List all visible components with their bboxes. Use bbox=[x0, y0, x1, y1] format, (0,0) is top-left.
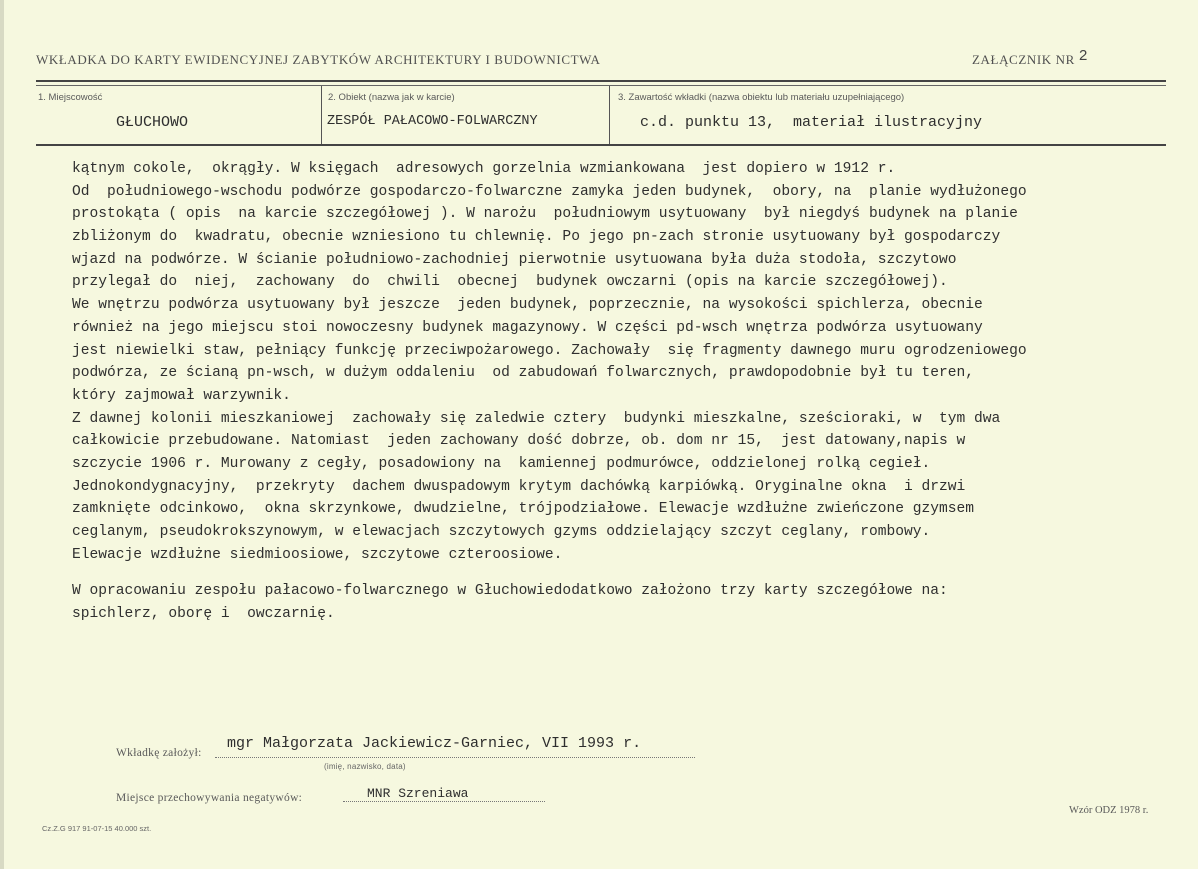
paragraph-gap bbox=[72, 566, 1182, 580]
fields-bottom-rule bbox=[36, 144, 1166, 146]
object-label: 2. Obiekt (nazwa jak w karcie) bbox=[328, 92, 455, 103]
text-line: który zajmował warzywnik. bbox=[72, 387, 291, 404]
text-line: ceglanym, pseudokrokszynowym, w elewacjach szczytowych gzyms oddzielający szczyt ceglany, rombowy. bbox=[72, 524, 931, 540]
text-line: Z dawnej kolonii mieszkaniowej zachowały się zaledwie cztery budynki mieszkalne, sześcioraki, w tym dwa bbox=[72, 410, 1001, 427]
header-rule-thin bbox=[36, 85, 1166, 86]
text-line: kątnym cokole, okrągły. W księgach adresowych gorzelnia wzmiankowana jest dopiero w 1912 r. bbox=[72, 161, 896, 177]
annex-number: 2 bbox=[1079, 47, 1088, 64]
content-value: c.d. punktu 13, materiał ilustracyjny bbox=[640, 114, 983, 131]
author-value: mgr Małgorzata Jackiewicz-Garniec, VII 1993 r. bbox=[227, 735, 642, 752]
text-line: We wnętrzu podwórza usytuowany był jeszcze jeden budynek, poprzecznie, na wysokości spichlerza, obecnie bbox=[72, 297, 983, 314]
text-line: Elewacje wzdłużne siedmioosiowe, szczytowe czteroosiowe. bbox=[72, 546, 563, 563]
text-line: zbliżonym do kwadratu, obecnie wzniesiono tu chlewnię. Po jego pn-zach stronie usytuowany był gospodarczy bbox=[72, 229, 1001, 246]
locality-value: GŁUCHOWO bbox=[116, 114, 189, 131]
negatives-dotted-line bbox=[343, 801, 545, 802]
page-edge bbox=[0, 0, 4, 869]
text-line: całkowicie przebudowane. Natomiast jeden zachowany dość dobrze, ob. dom nr 15, jest datowany,napis w bbox=[72, 433, 966, 450]
annex-label: ZAŁĄCZNIK NR bbox=[972, 52, 1075, 67]
object-value: ZESPÓŁ PAŁACOWO-FOLWARCZNY bbox=[327, 114, 538, 129]
field-divider-1 bbox=[321, 86, 322, 144]
print-code: Cz.Z.G 917 91-07-15 40.000 szt. bbox=[42, 824, 152, 833]
closing-line: spichlerz, oborę i owczarnię. bbox=[72, 606, 335, 623]
text-line: Jednokondygnacyjny, przekryty dachem dwuspadowym krytym dachówką karpiówką. Oryginalne okna i drzwi bbox=[72, 478, 966, 495]
text-line: podwórza, ze ścianą pn-wsch, w dużym oddaleniu od zabudowań folwarcznych, prawdopodobnie był tu teren, bbox=[72, 365, 975, 382]
form-title: WKŁADKA DO KARTY EWIDENCYJNEJ ZABYTKÓW ARCHITEKTURY I BUDOWNICTWA bbox=[36, 52, 601, 67]
text-line: Od południowego-wschodu podwórze gospodarczo-folwarczne zamyka jeden budynek, obory, na planie wydłużonego bbox=[72, 183, 1027, 200]
negatives-value: MNR Szreniawa bbox=[367, 786, 469, 801]
form-code: Wzór ODZ 1978 r. bbox=[1069, 805, 1149, 816]
text-line: zamknięte odcinkowo, okna skrzynkowe, dwudzielne, trójpodziałowe. Elewacje wzdłużne zwieńczone gzymsem bbox=[72, 501, 975, 518]
author-dotted-line bbox=[215, 757, 695, 758]
author-caption: (imię, nazwisko, data) bbox=[324, 762, 406, 771]
text-line: również na jego miejscu stoi nowoczesny budynek magazynowy. W części pd-wsch wnętrza podwórza usytuowany bbox=[72, 319, 983, 336]
text-line: wjazd na podwórze. W ścianie południowo-zachodniej pierwotnie usytuowana była duża stodoła, szczytowo bbox=[72, 251, 957, 268]
content-label: 3. Zawartość wkładki (nazwa obiektu lub materiału uzupełniającego) bbox=[618, 92, 905, 103]
text-line: przylegał do niej, zachowany do chwili obecnej budynek owczarni (opis na karcie szczegółowej). bbox=[72, 274, 948, 291]
description-text bbox=[72, 158, 1182, 626]
header-rule-thick bbox=[36, 80, 1166, 82]
closing-line: W opracowaniu zespołu pałacowo-folwarcznego w Głuchowiedodatkowo założono trzy karty szczegółowe na: bbox=[72, 583, 948, 600]
text-line: jest niewielki staw, pełniący funkcję przeciwpożarowego. Zachowały się fragmenty dawnego muru ogrodzeniowego bbox=[72, 342, 1027, 359]
text-line: szczycie 1906 r. Murowany z cegły, posadowiony na kamiennej podmurówce, oddzielonej rolką cegieł. bbox=[72, 455, 931, 472]
text-line: prostokąta ( opis na karcie szczegółowej ). W narożu południowym usytuowany był niegdyś budynek na planie bbox=[72, 206, 1018, 223]
field-divider-2 bbox=[609, 86, 610, 144]
locality-label: 1. Miejscowość bbox=[38, 92, 103, 103]
negatives-label: Miejsce przechowywania negatywów: bbox=[116, 792, 303, 804]
author-label: Wkładkę założył: bbox=[116, 747, 202, 759]
